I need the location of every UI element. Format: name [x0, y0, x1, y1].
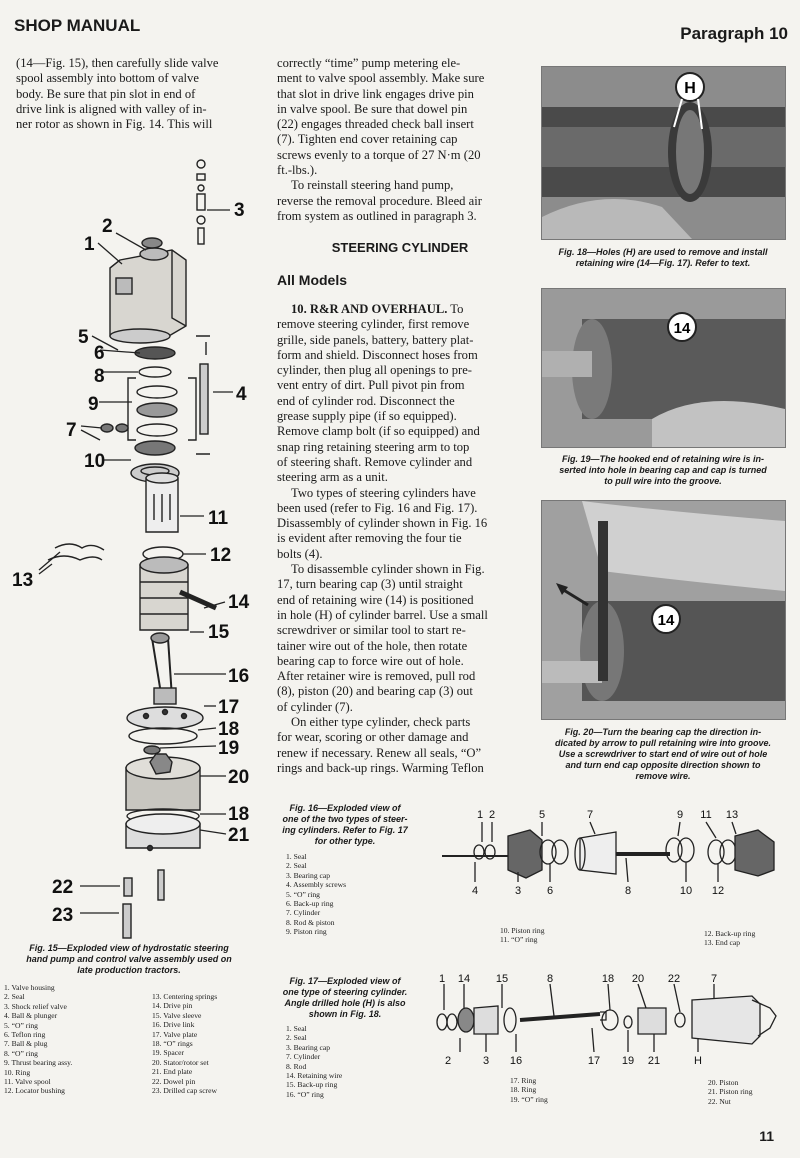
fig20-caption — [538, 727, 788, 782]
caption-line: retaining wire (14—Fig. 17). Refer to text. — [575, 258, 751, 268]
fig15-callout-1: 1 — [84, 234, 95, 255]
fig16-callout-9: 9 — [676, 809, 684, 821]
fig15-callout-18: 18 — [218, 719, 240, 740]
col2-line: is evident after removing the four tie — [277, 531, 462, 546]
fig15-callout-16: 16 — [228, 666, 250, 687]
fig16-legend-mid — [500, 926, 545, 945]
fig17-callout-18: 18 — [601, 973, 615, 985]
col2-line: Disassembly of cylinder shown in Fig. 16 — [277, 516, 488, 531]
caption-line: shown in Fig. 18. — [308, 1009, 382, 1019]
legend-item: 22. Dowel pin — [152, 1076, 196, 1086]
legend-item: 9. Piston ring — [286, 927, 327, 937]
fig15-callout-19: 19 — [218, 738, 240, 759]
legend-item: 21. Piston ring — [708, 1087, 753, 1097]
page-header-left: SHOP MANUAL — [14, 16, 141, 35]
fig16-legend — [286, 852, 346, 937]
col2-line: bearing cap to force wire out of hole. — [277, 653, 464, 668]
legend-item: 17. Ring — [510, 1076, 537, 1085]
fig17-callout-14: 14 — [457, 973, 471, 985]
caption-line: and turn end cap opposite direction shown to — [565, 760, 761, 770]
fig16-callout-7: 7 — [586, 809, 594, 821]
legend-item: 13. Centering springs — [152, 992, 218, 1001]
fig16-callout-5: 5 — [538, 809, 546, 821]
fig15-callout-15: 15 — [208, 622, 230, 643]
legend-item: 7. Cylinder — [286, 908, 321, 918]
fig16-diagram — [430, 800, 795, 900]
legend-item: 20. Piston — [708, 1078, 739, 1087]
fig15-caption — [4, 943, 254, 976]
col2-line: (7). Tighten end cover retaining cap — [277, 132, 458, 147]
fig16-callout-3: 3 — [514, 885, 522, 897]
fig15-callout-2: 2 — [102, 216, 113, 237]
caption-line: to pull wire into the groove. — [604, 476, 722, 486]
col2-line: screwdriver or similar tool to start re- — [277, 623, 466, 638]
fig16-callout-8: 8 — [624, 885, 632, 897]
fig16-callout-12: 12 — [711, 885, 725, 897]
fig15-callout-3: 3 — [234, 200, 245, 221]
legend-item: 8. Rod — [286, 1061, 307, 1071]
col1-line: drive link is aligned with valley of in- — [16, 101, 207, 116]
caption-line: hand pump and control valve assembly used on — [26, 954, 232, 964]
fig16-callout-1: 1 — [476, 809, 484, 821]
fig15-callout-5: 5 — [78, 327, 89, 348]
subsection-title: All Models — [277, 272, 348, 288]
fig16-legend-right — [704, 929, 755, 948]
legend-item: 3. Bearing cap — [286, 870, 331, 880]
caption-line: Use a screwdriver to start end of wire out of hole — [558, 749, 768, 759]
caption-line: Fig. 16—Exploded view of — [289, 803, 401, 813]
legend-item: 6. Teflon ring — [4, 1030, 46, 1040]
legend-item: 15. Valve sleeve — [152, 1010, 202, 1020]
legend-item: 3. Shock relief valve — [4, 1001, 67, 1011]
col2-line: end of cylinder rod. Disconnect the — [277, 393, 455, 408]
legend-item: 2. Seal — [286, 1033, 307, 1043]
fig18-label-H: H — [684, 80, 696, 97]
legend-item: 16. Drive link — [152, 1020, 195, 1030]
fig15-legend-left — [4, 983, 72, 1096]
legend-item: 1. Seal — [286, 1024, 307, 1033]
fig16-callout-6: 6 — [546, 885, 554, 897]
col2-line: of steering shaft. Remove cylinder and — [277, 454, 473, 469]
legend-item: 18. “O” rings — [152, 1039, 193, 1049]
col2-line: steering arm as a unit. — [277, 470, 388, 485]
caption-line: one type of steering cylinder. — [282, 987, 408, 997]
fig15-callout-9: 9 — [88, 394, 99, 415]
col2-line: reverse the removal procedure. Bleed air — [277, 193, 482, 208]
section-title: STEERING CYLINDER — [331, 240, 469, 255]
fig16-callout-10: 10 — [679, 885, 693, 897]
fig16-callout-11: 11 — [700, 809, 712, 821]
caption-line: Fig. 15—Exploded view of hydrostatic steering — [29, 943, 229, 953]
legend-item: 4. Assembly screws — [286, 880, 347, 890]
fig15-callout-17: 17 — [218, 697, 240, 718]
legend-item: 18. Ring — [510, 1085, 537, 1095]
col2-line: vent entry of dirt. Pull pivot pin from — [277, 378, 465, 393]
fig17-callout-2: 2 — [444, 1055, 452, 1067]
caption-line: Angle drilled hole (H) is also — [284, 998, 406, 1008]
legend-item: 15. Back-up ring — [286, 1080, 338, 1090]
legend-item: 22. Nut — [708, 1096, 731, 1106]
fig17-callout-3: 3 — [482, 1055, 490, 1067]
col2-line: bolts (4). — [277, 546, 323, 561]
legend-item: 5. “O” ring — [4, 1020, 38, 1030]
col2-line: To — [447, 302, 464, 316]
fig15-callout-23: 23 — [52, 905, 74, 926]
page-number: 11 — [759, 1128, 774, 1144]
legend-item: 17. Valve plate — [152, 1029, 198, 1039]
para10-heading: 10. R&R AND OVERHAUL. — [291, 302, 448, 316]
legend-item: 8. “O” ring — [4, 1048, 38, 1058]
fig17-callout-17: 17 — [587, 1055, 601, 1067]
col2-line: After retainer wire is removed, pull rod — [277, 669, 476, 684]
fig16-caption — [270, 803, 420, 847]
col2-line: been used (refer to Fig. 16 and Fig. 17). — [277, 500, 478, 515]
legend-item: 9. Thrust bearing assy. — [4, 1058, 73, 1068]
caption-line: dicated by arrow to pull retaining wire into groove. — [554, 738, 772, 748]
caption-line: Fig. 20—Turn the bearing cap the direction in- — [564, 727, 762, 737]
col2-line: in hole (H) of cylinder barrel. Use a small — [277, 607, 488, 622]
fig15-callout-4: 4 — [236, 384, 247, 405]
legend-item: 1. Valve housing — [4, 983, 55, 992]
fig15-callout-11: 11 — [208, 508, 229, 529]
shock-relief-valve-parts — [197, 160, 205, 244]
fig15-callout-8: 8 — [94, 366, 105, 387]
caption-line: remove wire. — [635, 771, 691, 781]
fig19-caption — [538, 454, 788, 487]
fig17-callout-22: 22 — [667, 973, 681, 985]
col2-line: correctly “time” pump metering ele- — [277, 56, 461, 70]
col2-line: of cylinder (7). — [277, 699, 353, 714]
col1-line: spool assembly into bottom of valve — [16, 71, 199, 86]
fig19-photo — [541, 288, 786, 448]
caption-line: for other type. — [314, 836, 376, 846]
col1-line: (14—Fig. 15), then carefully slide valve — [16, 56, 219, 70]
col2-line: (8), piston (20) and bearing cap (3) out — [277, 684, 473, 699]
legend-item: 12. Back-up ring — [704, 929, 756, 938]
legend-item: 7. Cylinder — [286, 1052, 321, 1062]
col2-para10 — [277, 302, 523, 776]
col2-line: remove steering cylinder, first remove — [277, 317, 470, 332]
legend-item: 12. Locator bushing — [4, 1086, 65, 1096]
fig18-caption — [538, 247, 788, 269]
fig20-label-14: 14 — [657, 612, 675, 629]
col1-intro — [16, 56, 266, 132]
fig17-callout-H: H — [694, 1055, 702, 1067]
col2-line: Two types of steering cylinders have — [291, 485, 476, 500]
col2-line: screws evenly to a torque of 27 N·m (20 — [277, 147, 481, 162]
legend-item: 10. Piston ring — [500, 926, 545, 935]
col2-line: cylinder, then plug all openings to pre- — [277, 363, 472, 378]
fig17-legend-right — [708, 1078, 753, 1106]
legend-item: 14. Retaining wire — [286, 1071, 343, 1081]
col2-line: 17, turn bearing cap (3) until straight — [277, 577, 463, 592]
legend-item: 23. Drilled cap screw — [152, 1086, 217, 1096]
legend-item: 3. Bearing cap — [286, 1042, 331, 1052]
fig15-callout-12: 12 — [210, 545, 232, 566]
col2-line: grease supply pipe (if so equipped). — [277, 409, 457, 424]
fig17-callout-15: 15 — [495, 973, 509, 985]
fig15-callout-21: 21 — [228, 825, 250, 846]
col2-line: To disassemble cylinder shown in Fig. — [291, 562, 485, 577]
col2-line: for wear, scoring or other damage and — [277, 730, 469, 745]
fig17-callout-8: 8 — [546, 973, 554, 985]
fig17-legend — [286, 1024, 342, 1099]
col2-text — [277, 56, 523, 224]
legend-item: 1. Seal — [286, 852, 307, 861]
fig17-callout-21: 21 — [647, 1055, 661, 1067]
fig15-exploded-diagram — [0, 140, 270, 940]
caption-line: one of the two types of steer- — [282, 814, 408, 824]
legend-item: 4. Ball & plunger — [4, 1011, 58, 1021]
col2-line: end of retaining wire (14) is positioned — [277, 592, 474, 607]
fig15-callout-6: 6 — [94, 343, 105, 364]
fig17-legend-mid — [510, 1076, 548, 1104]
fig15-callout-18b: 18 — [228, 804, 250, 825]
legend-item: 6. Back-up ring — [286, 899, 334, 909]
fig16-callout-13: 13 — [725, 809, 739, 821]
col1-line: ner rotor as shown in Fig. 14. This will — [16, 117, 213, 132]
fig15-legend-right — [152, 992, 217, 1095]
col2-line: renew if necessary. Renew all seals, “O” — [277, 745, 482, 760]
fig15-callout-14: 14 — [228, 592, 250, 613]
col2-line: tainer wire out of the hole, then rotate — [277, 638, 468, 653]
fig17-callout-16: 16 — [509, 1055, 523, 1067]
fig16-callout-2: 2 — [488, 809, 496, 821]
fig15-callout-10: 10 — [84, 451, 106, 472]
legend-item: 2. Seal — [286, 861, 307, 871]
legend-item: 7. Ball & plug — [4, 1039, 48, 1049]
col2-line: ment to valve spool assembly. Make sure — [277, 71, 485, 86]
legend-item: 8. Rod & piston — [286, 917, 335, 927]
legend-item: 19. “O” ring — [510, 1094, 548, 1104]
col2-line: grille, side panels, battery, battery plat- — [277, 332, 474, 347]
fig15-callout-13: 13 — [12, 570, 34, 591]
legend-item: 21. End plate — [152, 1067, 193, 1077]
caption-line: Fig. 17—Exploded view of — [289, 976, 401, 986]
legend-item: 11. “O” ring — [500, 935, 538, 945]
fig17-callout-1: 1 — [438, 973, 446, 985]
fig17-callout-20: 20 — [631, 973, 645, 985]
fig15-callout-20: 20 — [228, 767, 250, 788]
legend-item: 19. Spacer — [152, 1048, 185, 1058]
fig17-callout-19: 19 — [621, 1055, 635, 1067]
legend-item: 16. “O” ring — [286, 1089, 324, 1099]
caption-line: serted into hole in bearing cap and cap is turned — [559, 465, 767, 475]
legend-item: 2. Seal — [4, 992, 25, 1002]
legend-item: 20. Stator/rotor set — [152, 1057, 209, 1067]
legend-item: 13. End cap — [704, 938, 741, 948]
caption-line: Fig. 19—The hooked end of retaining wire is in- — [561, 454, 765, 464]
col2-line: from system as outlined in paragraph 3. — [277, 208, 477, 223]
fig17-caption — [270, 976, 420, 1020]
page-header-right: Paragraph 10 — [680, 24, 788, 43]
legend-item: 5. “O” ring — [286, 889, 320, 899]
col2-line: Remove clamp bolt (if so equipped) and — [277, 424, 480, 439]
legend-item: 14. Drive pin — [152, 1001, 193, 1011]
col2-line: form and shield. Disconnect hoses from — [277, 347, 478, 362]
fig17-callout-7: 7 — [710, 973, 718, 985]
legend-item: 11. Valve spool — [4, 1077, 51, 1087]
fig20-photo — [541, 500, 786, 720]
legend-item: 10. Ring — [4, 1067, 31, 1077]
fig19-label-14: 14 — [673, 320, 691, 337]
fig15-callout-7: 7 — [66, 420, 77, 441]
fig15-callout-22: 22 — [52, 877, 74, 898]
col2-line: ft.-lbs.). — [277, 163, 318, 178]
fig16-callout-4: 4 — [471, 885, 479, 897]
col2-line: To reinstall steering hand pump, — [291, 178, 454, 193]
col2-line: snap ring retaining steering arm to top — [277, 439, 470, 454]
col2-line: On either type cylinder, check parts — [291, 715, 471, 730]
fig17-diagram — [430, 972, 795, 1076]
caption-line: Fig. 18—Holes (H) are used to remove and install — [558, 247, 768, 257]
col2-line: in valve spool. Be sure that dowel pin — [277, 101, 468, 116]
col2-line: that slot in drive link engages drive pin — [277, 86, 474, 101]
col1-line: body. Be sure that pin slot in end of — [16, 86, 196, 101]
fig18-photo — [541, 66, 786, 240]
col2-line: (22) engages threaded check ball insert — [277, 117, 474, 132]
caption-line: late production tractors. — [77, 965, 181, 975]
caption-line: ing cylinders. Refer to Fig. 17 — [282, 825, 408, 835]
col2-line: rings and back-up rings. Warming Teflon — [277, 760, 484, 775]
